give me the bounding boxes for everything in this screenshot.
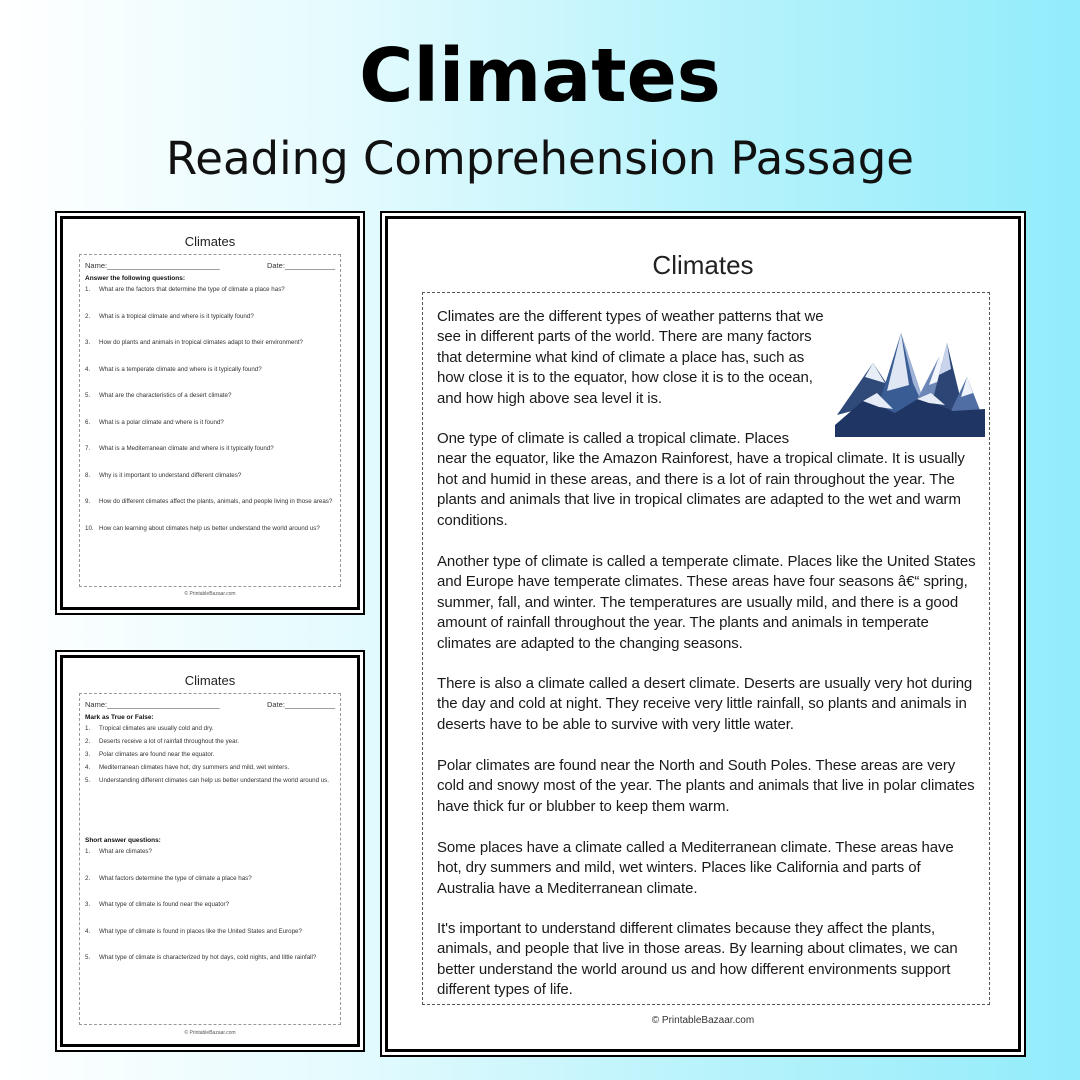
question-text: Deserts receive a lot of rainfall throughout the year.	[99, 738, 239, 745]
name-label: Name:___________________________	[85, 700, 220, 709]
question-item	[85, 738, 335, 746]
passage-paragraph: Some places have a climate called a Mediterranean climate. These areas have hot, dry summers and mild, wet winters. Places like California and parts of Australia have a Mediterranean climate.	[437, 839, 954, 897]
question-text: What are the characteristics of a desert climate?	[99, 392, 232, 399]
question-number: 3.	[85, 339, 91, 346]
question-item	[85, 848, 335, 856]
question-list	[85, 286, 335, 533]
question-text: How do plants and animals in tropical climates adapt to their environment?	[99, 339, 303, 346]
question-item	[85, 875, 335, 883]
question-item	[85, 901, 335, 909]
question-number: 10.	[85, 524, 94, 532]
question-item	[85, 313, 335, 321]
question-number: 3.	[85, 751, 91, 758]
question-number: 8.	[85, 471, 91, 479]
question-number: 5.	[85, 954, 91, 961]
question-item	[85, 928, 335, 936]
question-text: What type of climate is found near the equator?	[99, 901, 230, 908]
question-item	[85, 445, 335, 453]
worksheet-content	[79, 254, 341, 587]
passage-paragraph: Polar climates are found near the North and South Poles. These areas are very cold and snowy most of the year. The plants and animals that live in polar climates have thick fur or blubber to keep them warm.	[437, 757, 975, 815]
date-label: Date:____________	[267, 261, 335, 270]
question-number: 2.	[85, 738, 91, 745]
question-number: 4.	[85, 365, 91, 373]
question-item	[85, 777, 335, 785]
copyright: © PrintableBazaar.com	[184, 1030, 236, 1036]
question-item	[85, 392, 335, 400]
question-item	[85, 472, 335, 480]
question-text: What factors determine the type of climate a place has?	[99, 874, 252, 882]
question-item	[85, 339, 335, 347]
passage-page	[385, 216, 1021, 1052]
question-number: 2.	[85, 874, 91, 882]
question-number: 2.	[85, 312, 91, 320]
question-item	[85, 954, 335, 962]
question-text: How do different climates affect the plants, animals, and people living in those areas?	[99, 498, 333, 505]
copyright: © PrintableBazaar.com	[651, 1015, 755, 1026]
passage-paragraph: Another type of climate is called a temperate climate. Places like the United States and Europe have temperate climates. These areas have four seasons â€“ spring, summer, fall, and winter. The temperatures are usually mild, and there is a good amount of rainfall throughout the year. The plants and animals in temperate climates are adapted to the changing seasons.	[437, 553, 976, 652]
question-number: 7.	[85, 445, 91, 452]
question-text: What is a temperate climate and where is it typically found?	[99, 365, 262, 373]
passage-paragraph: Climates are the different types of weather patterns that we see in different parts of the world. There are many factors that determine what kind of climate a place has, such as how close it is to the equator, how close it is to the ocean, and how high above sea level it is.	[437, 308, 824, 407]
worksheet-title: Climates	[184, 234, 236, 249]
sa-instruction: Short answer questions:	[85, 837, 161, 844]
question-text: Why is it important to understand different climates?	[99, 471, 242, 479]
question-item	[85, 286, 335, 294]
question-text: How can learning about climates help us better understand the world around us?	[99, 524, 320, 532]
question-text: What is a Mediterranean climate and where is it typically found?	[99, 445, 274, 452]
question-text: What type of climate is found in places like the United States and Europe?	[99, 927, 302, 935]
question-number: 9.	[85, 498, 91, 505]
passage-box	[422, 292, 990, 1005]
question-text: Polar climates are found near the equator.	[99, 751, 215, 758]
date-label: Date:____________	[267, 700, 335, 709]
question-number: 1.	[85, 725, 91, 732]
question-number: 3.	[85, 901, 91, 908]
question-number: 5.	[85, 392, 91, 399]
name-label: Name:___________________________	[85, 261, 220, 270]
page-title: Climates	[359, 33, 721, 119]
worksheet-content	[79, 693, 341, 1025]
question-number: 5.	[85, 777, 91, 784]
question-text: What are the factors that determine the type of climate a place has?	[99, 286, 285, 293]
question-number: 1.	[85, 848, 91, 855]
question-item	[85, 725, 335, 733]
passage-paragraph: It's important to understand different climates because they affect the plants, animals, and people that live in those areas. By learning about climates, we can better understand the world around us and how different environments support different types of life.	[437, 920, 958, 999]
question-text: What is a polar climate and where is it found?	[99, 418, 224, 426]
worksheet-true-false-preview	[60, 655, 360, 1047]
snowy-mountains-icon	[835, 313, 985, 443]
question-number: 4.	[85, 927, 91, 935]
true-false-list	[85, 725, 335, 785]
page-subtitle: Reading Comprehension Passage	[166, 132, 914, 185]
question-text: What are climates?	[99, 848, 152, 855]
question-item	[85, 764, 335, 772]
question-item	[85, 525, 335, 533]
question-number: 6.	[85, 418, 91, 426]
question-text: Mediterranean climates have hot, dry summers and mild, wet winters.	[99, 764, 290, 771]
question-text: Tropical climates are usually cold and dry.	[99, 725, 214, 732]
passage-paragraph: There is also a climate called a desert climate. Deserts are usually very hot during the day and cold at night. They receive very little rainfall, so plants and animals in deserts have to be able to survive with very little water.	[437, 675, 973, 733]
name-date-row	[85, 700, 335, 709]
passage-paragraph: One type of climate is called a tropical climate. Places near the equator, like the Amazon Rainforest, have a tropical climate. It is usually hot and humid in these areas, and there is a lot of rain throughout the year. The plants and animals that live in tropical climates are adapted to the wet and warm conditions.	[437, 430, 965, 529]
copyright: © PrintableBazaar.com	[184, 591, 236, 597]
question-text: What type of climate is characterized by hot days, cold nights, and little rainfall?	[99, 954, 317, 961]
question-number: 1.	[85, 286, 91, 293]
worksheet-title: Climates	[184, 673, 236, 688]
question-item	[85, 751, 335, 759]
question-item	[85, 498, 335, 506]
question-text: Understanding different climates can help us better understand the world around us.	[99, 777, 329, 784]
question-item	[85, 419, 335, 427]
short-answer-list	[85, 848, 335, 962]
question-number: 4.	[85, 764, 91, 771]
passage-title: Climates	[652, 250, 754, 280]
name-date-row	[85, 261, 335, 270]
question-text: What is a tropical climate and where is it typically found?	[99, 312, 254, 320]
instruction: Answer the following questions:	[85, 275, 186, 282]
question-item	[85, 366, 335, 374]
tf-instruction: Mark as True or False:	[85, 714, 154, 721]
worksheet-questions-preview	[60, 216, 360, 610]
